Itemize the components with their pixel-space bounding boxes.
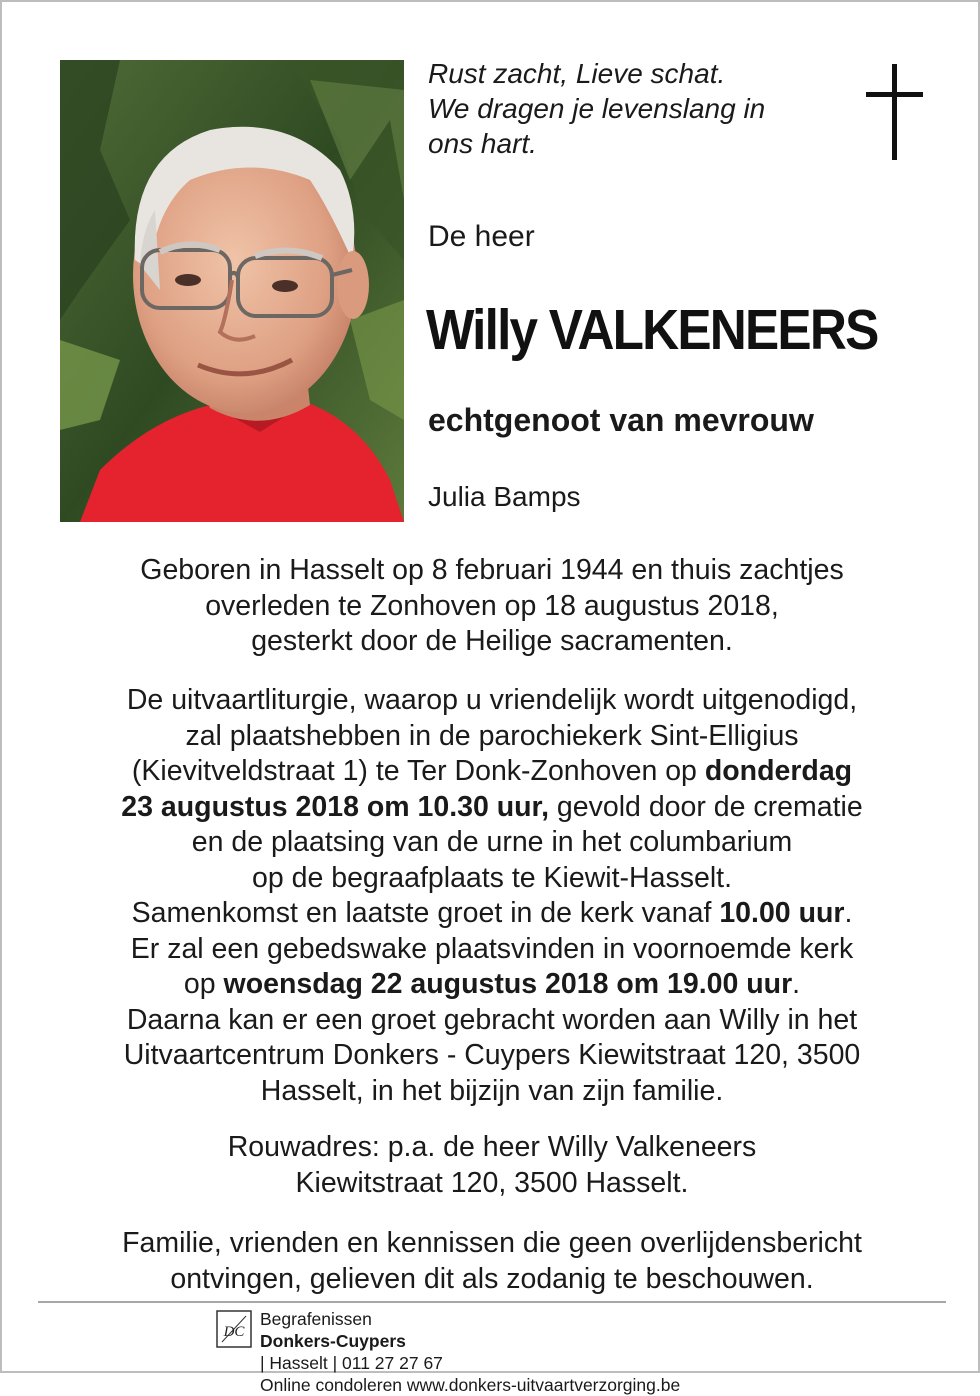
spouse-name: Julia Bamps [428, 481, 581, 512]
motto [428, 56, 848, 161]
text-line: ontvingen, gelieven dit als zodanig te beschouwen. [170, 1262, 814, 1295]
text-line: Kiewitstraat 120, 3500 Hasselt. [295, 1166, 689, 1199]
footer-line [260, 1308, 680, 1374]
cross-icon [864, 64, 926, 160]
logo-lettering: DC [223, 1324, 245, 1340]
text-line: Familie, vrienden en kennissen die geen overlijdensbericht [122, 1227, 862, 1259]
text-line: en de plaatsing van de urne in het columbarium [191, 826, 793, 858]
text-line [42, 754, 942, 790]
text-segment: Samenkomst en laatste groet in de kerk vanaf [131, 897, 720, 929]
text-line: Er zal een gebedswake plaatsvinden in voornoemde kerk [130, 932, 854, 965]
funeral-home-logo-icon [216, 1310, 252, 1348]
bold-segment: 23 augustus 2018 om 10.30 uur, [121, 790, 549, 823]
closing-paragraph [42, 1226, 942, 1297]
footer-line: Online condoleren www.donkers-uitvaartverzorging.be [260, 1375, 681, 1395]
bold-segment: 10.00 uur [719, 897, 845, 929]
portrait-photo [60, 60, 404, 522]
deceased-name: Willy VALKENEERS [426, 298, 878, 362]
footer-divider [38, 1301, 946, 1303]
motto-line: Rust zacht, Lieve schat. [428, 58, 726, 89]
text-line: De uitvaartliturgie, waarop u vriendelijk wordt uitgenodigd, [126, 684, 858, 716]
bold-segment: woensdag 22 augustus 2018 om 19.00 uur [223, 968, 793, 1000]
salutation: De heer [428, 220, 535, 253]
text-segment: . [844, 897, 853, 929]
text-line: Daarna kan er een groet gebracht worden aan Willy in het [126, 1003, 858, 1036]
text-line: op de begraafplaats te Kiewit-Hasselt. [251, 861, 733, 894]
funeral-home-name: Donkers-Cuypers [260, 1331, 406, 1351]
text-line [42, 967, 942, 1003]
relation-label: echtgenoot van mevrouw [428, 402, 814, 438]
bold-segment: donderdag [704, 755, 853, 787]
footer-text [260, 1308, 680, 1396]
text-segment: (Kievitveldstraat 1) te Ter Donk-Zonhoven op [131, 755, 705, 787]
motto-line: ons hart. [428, 128, 537, 159]
ceremony-paragraph [42, 683, 942, 1109]
text-line [42, 790, 942, 826]
text-line: Geboren in Hasselt op 8 februari 1944 en thuis zachtjes [140, 554, 844, 586]
text-line: zal plaatshebben in de parochiekerk Sint-Elligius [185, 719, 799, 752]
text-line [42, 896, 942, 932]
text-line: gesterkt door de Heilige sacramenten. [251, 625, 733, 657]
birth-death-paragraph [42, 553, 942, 660]
text-line: Uitvaartcentrum Donkers - Cuypers Kiewitstraat 120, 3500 [123, 1039, 861, 1071]
text-segment: | Hasselt | 011 27 27 67 [260, 1353, 443, 1373]
text-line: overleden te Zonhoven op 18 augustus 2018, [205, 589, 779, 622]
text-segment: op [183, 968, 224, 1000]
mourning-address [42, 1130, 942, 1201]
motto-line: We dragen je levenslang in [428, 93, 766, 124]
text-line: Rouwadres: p.a. de heer Willy Valkeneers [227, 1131, 757, 1163]
text-segment: . [792, 968, 801, 1000]
text-segment: Begrafenissen [260, 1309, 372, 1329]
text-segment: gevold door de crematie [549, 790, 863, 823]
text-line: Hasselt, in het bijzijn van zijn familie. [260, 1074, 724, 1107]
